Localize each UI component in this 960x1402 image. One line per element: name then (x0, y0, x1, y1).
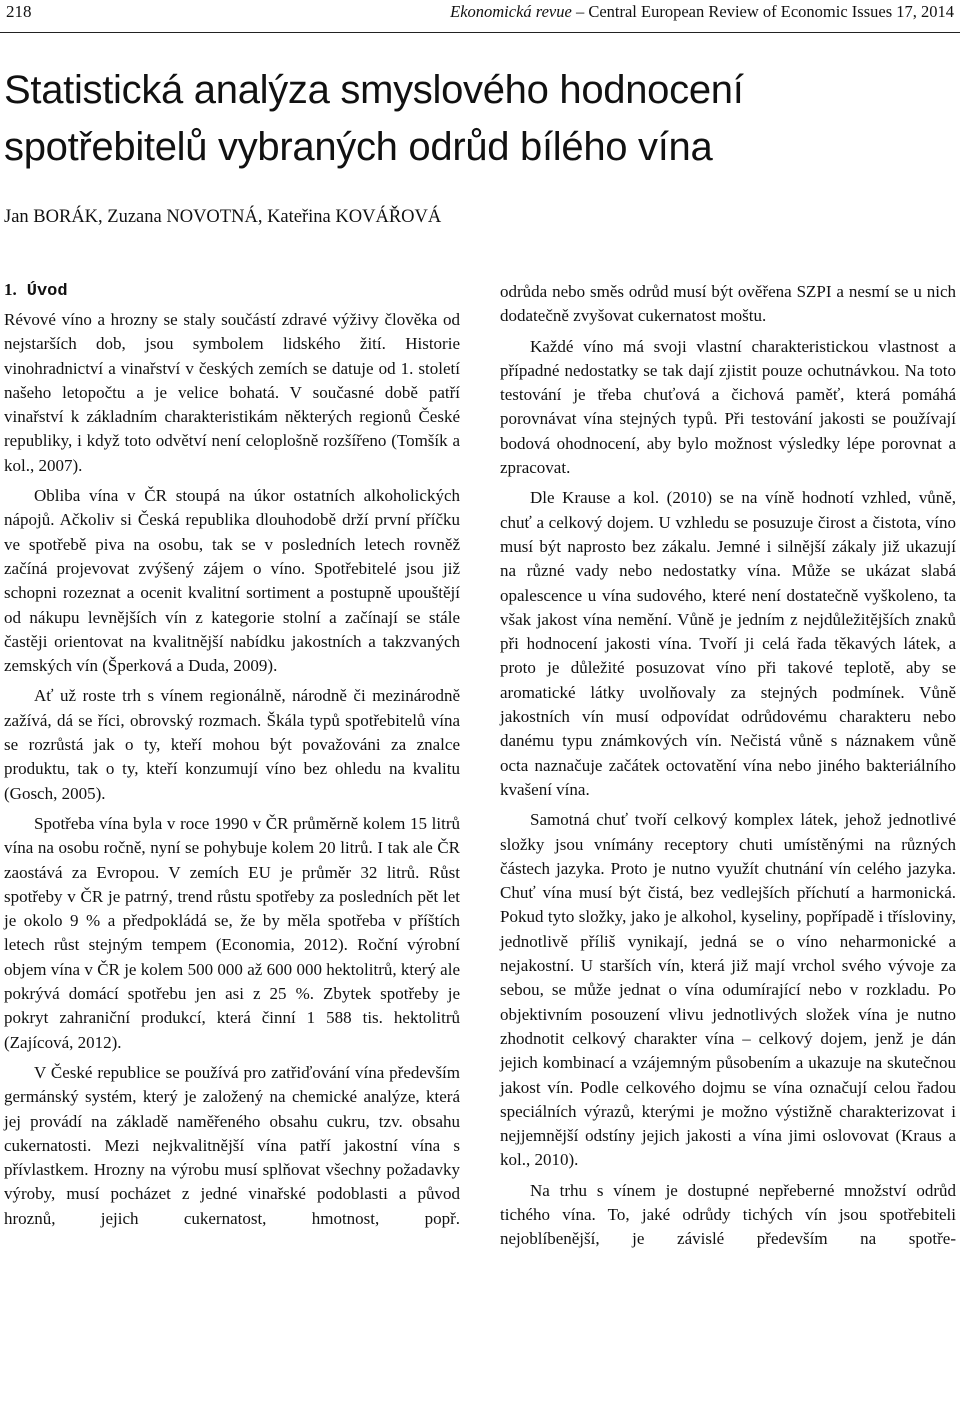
page-number: 218 (6, 2, 32, 21)
header-rule (0, 32, 960, 33)
paragraph: V České republice se používá pro zatřiďování vína především germánský systém, který je založený na chemické analýze, která jej provádí na základě naměřeného obsahu cukru, tzv. obsahu cukernatosti. Mezi nejkvalitnější vína patří jakostní vína s přívlastkem. Hrozny na výrobu musí splňovat všechny požadavky výroby, musí pocházet z jedné vinařské podoblasti a původ hroznů, jejich cukernatost, hmotnost, popř. (4, 1062, 460, 1228)
authors: Jan BORÁK, Zuzana NOVOTNÁ, Kateřina KOVÁŘOVÁ (4, 207, 442, 227)
paragraph: odrůda nebo směs odrůd musí být ověřena SZPI a nesmí se u nich dodatečně zvyšovat cukernatost moštu. (500, 282, 956, 326)
paragraph: Obliba vína v ČR stoupá na úkor ostatních alkoholických nápojů. Ačkoliv si Česká republika dlouhodobě drží první příčku ve spotřebě piva na osobu, tak se v posledních letech rovněž začíná projevovat zvýšený zájem o víno. Spotřebitelé jsou již schopni rozeznat a ocenit kvalitní sortiment a postupně upouštějí od nákupu levnějších vín z kategorie stolní a začínají se stále častěji orientovat na kvalitnější nabídku jakostních a takzvaných zemských vín (Šperková a Duda, 2009). (4, 486, 460, 676)
paragraph: Každé víno má svoji vlastní charakteristickou vlastnost a případné nedostatky se tak dají zjistit pouze ochutnávkou. Na toto testování je třeba chuťová a čichová paměť, která pomáhá porovnávat vína stejných typů. Při testování jakosti se používají bodová ohodnocení, aby bylo možnost výsledky lépe porovnat a zpracovat. (500, 336, 956, 478)
left-column (4, 278, 460, 1237)
section-number: 1. (4, 280, 17, 299)
paragraph: Dle Krause a kol. (2010) se na víně hodnotí vzhled, vůně, chuť a celkový dojem. U vzhledu se posuzuje čirost a čistota, víno musí být naprosto bez zákalu. Jemné i silnější zákaly již ukazují na různé vady nebo nedostatky vína. Může se ukázat slabá opalescence u vína sudového, které není dostatečně vyškoleno, ta však jakost vína nemění. Vůně je jedním z nejdůležitějších znaků při hodnocení jakosti vína. Tvoří ji celá řada těkavých látek, a proto je důležité posuzovat víno při takové teplotě, aby se aromatické látky uvolňovaly za stejných podmínek. Vůně jakostních vín musí odpovídat odrůdovému charakteru nebo danému typu známkových vín. Nečistá vůně s náznakem vůně octa naznačuje začátek octovatění vína nebo jiného bakteriálního kvašení vína. (500, 488, 956, 799)
journal-name: Ekonomická revue (450, 2, 572, 21)
title-line-1: Statistická analýza smyslového hodnocení (4, 68, 744, 112)
paragraph: Samotná chuť tvoří celkový komplex látek, jehož jednotlivé složky jsou vnímány receptory chuti umístěnými na různých částech jazyka. Proto je nutno využít chutnání vín celého jazyka. Chuť vína musí být čistá, bez vedlejších příchutí a harmonická. Pokud tyto složky, jako je alkohol, kyseliny, popřípadě i třísloviny, jednotlivě příliš vynikají, jedná se o víno neharmonické a nejakostní. U starších vín, která již mají vrchol svého vývoje za sebou, se může jednat o vína odumírající nebo v rozkladu. Po objektivním posouzení vlivu jednotlivých složek vína je nutno zhodnotit celkový charakter vína – celkový dojem, jenž je dán jejich kombinací a vzájemným působením a ukazuje na skutečnou jakost vín. Podle celkového dojmu se vína označují celou řadou speciálních výrazů, kterými je možno výstižně charakterizovat i nejjemnější odstíny jejich jakosti a vína jimi oslovovat (Kraus a kol., 2010). (500, 810, 956, 1170)
paragraph: Na trhu s vínem je dostupné nepřeberné množství odrůd tichého vína. To, jaké odrůdy tichých vín jsou spotřebiteli nejoblíbenější, je závislé především na spotře- (500, 1180, 956, 1249)
article-title (4, 62, 954, 176)
paragraph: Révové víno a hrozny se staly součástí zdravé výživy člověka od nejstarších dob, jsou symbolem lidského žití. Historie vinohradnictví a vinařství v českých zemích se datuje od 1. století našeho letopočtu a je velice bohatá. V současné době patří vinařství k základním charakteristikám některých regionů České republiky, i když toto odvětví není celoplošně rozšířeno (Tomšík a kol., 2007). (4, 310, 460, 475)
section-heading (4, 278, 460, 304)
paragraph: Ať už roste trh s vínem regionálně, národně či mezinárodně zažívá, dá se říci, obrovský rozmach. Škála typů spotřebitelů vína se rozrůstá jak o ty, kteří mohou být považováni za znalce produktu, tak o ty, kteří konzumují víno bez ohledu na kvalitu (Gosch, 2005). (4, 686, 460, 803)
running-head (450, 2, 954, 22)
right-column (500, 280, 956, 1258)
title-line-2: spotřebitelů vybraných odrůd bílého vína (4, 125, 713, 169)
paragraph: Spotřeba vína byla v roce 1990 v ČR průměrně kolem 15 litrů vína na osobu ročně, nyní se pohybuje kolem 20 litrů. I tak ale ČR zaostává za Evropou. V zemích EU je průměr 32 litrů. Růst spotřeby v ČR je patrný, trend růstu spotřeby za posledních pět let je okolo 9 % a předpokládá se, že by měla spotřeba v příštích letech růst stejným tempem (Economia, 2012). Roční výrobní objem vína v ČR je kolem 500 000 až 600 000 hektolitrů, který ale pokrývá domácí spotřebu jen asi z 25 %. Zbytek spotřeby je pokryt zahraniční produkcí, která činní 1 588 tis. hektolitrů (Zajícová, 2012). (4, 813, 460, 1052)
journal-subtitle: – Central European Review of Economic Issues 17, 2014 (571, 2, 954, 21)
section-title: Úvod (26, 282, 68, 301)
